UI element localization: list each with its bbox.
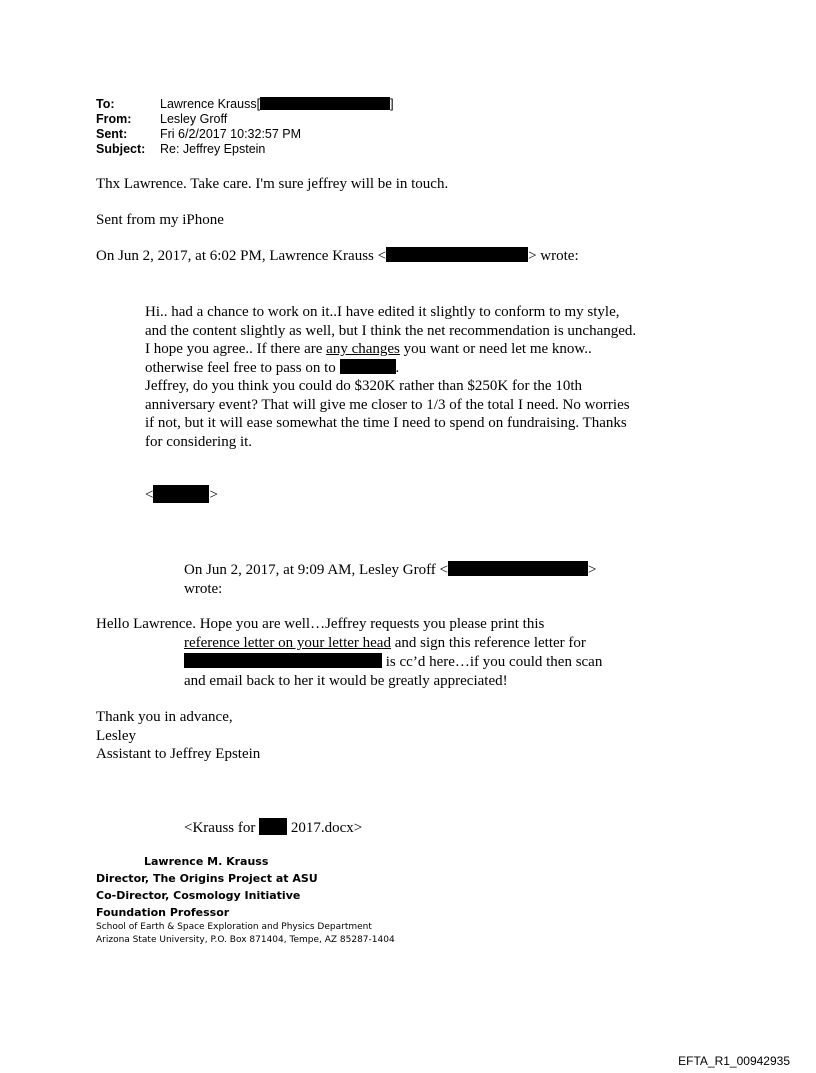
- text: <Krauss for: [184, 820, 260, 836]
- text: On Jun 2, 2017, at 9:09 AM, Lesley Groff <: [184, 562, 448, 578]
- message-line: [145, 340, 636, 359]
- email-header: [96, 97, 394, 157]
- signature-block: [96, 853, 395, 947]
- signature-title: Director, The Origins Project at ASU: [96, 872, 318, 885]
- krauss-message: [145, 303, 636, 451]
- groff-message-line-3: [184, 653, 602, 672]
- quote-intro-text: On Jun 2, 2017, at 6:02 PM, Lawrence Krauss <: [96, 248, 387, 264]
- text: <: [145, 487, 154, 503]
- reply-line-1: Thx Lawrence. Take care. I'm sure jeffrey will be in touch.: [96, 176, 449, 192]
- text: otherwise feel free to pass on to: [145, 359, 340, 376]
- groff-closing: [96, 708, 260, 764]
- subject-value: Re: Jeffrey Epstein: [160, 142, 266, 156]
- to-label: To:: [96, 97, 115, 111]
- message-line: Hi.. had a chance to work on it..I have edited it slightly to conform to my style,: [145, 304, 620, 320]
- text: Lesley: [96, 727, 136, 744]
- message-line: and the content slightly as well, but I think the net recommendation is unchanged.: [145, 322, 637, 339]
- text: >: [209, 487, 218, 503]
- text: you want or need let me know..: [399, 341, 592, 357]
- underlined-text: any changes: [326, 341, 400, 357]
- underlined-text: reference letter on your letter head: [184, 635, 391, 651]
- text: wrote:: [184, 580, 223, 597]
- groff-message-line-1: Hello Lawrence. Hope you are well…Jeffrey requests you please print this: [96, 616, 545, 632]
- redaction-block: [153, 485, 209, 503]
- from-label: From:: [96, 112, 132, 126]
- text: Thank you in advance,: [96, 709, 233, 725]
- sent-row: [96, 127, 394, 142]
- to-row: [96, 97, 394, 112]
- groff-message-line-4: and email back to her it would be greatly appreciated!: [184, 673, 508, 689]
- message-line: Jeffrey, do you think you could do $320K rather than $250K for the 10th: [145, 378, 582, 394]
- signature-title: Co-Director, Cosmology Initiative: [96, 889, 301, 902]
- text: Assistant to Jeffrey Epstein: [96, 746, 261, 762]
- message-line: for considering it.: [145, 433, 253, 450]
- quote-intro-wrote: > wrote:: [528, 248, 579, 264]
- redaction-block: [386, 247, 528, 262]
- text: and sign this reference letter for: [390, 635, 586, 651]
- signature-department: School of Earth & Space Exploration and Physics Department: [96, 922, 372, 932]
- redaction-block: [259, 818, 287, 835]
- signature-address: Arizona State University, P.O. Box 871404, Tempe, AZ 85287-1404: [96, 935, 395, 945]
- to-close: ]: [390, 97, 394, 111]
- redaction-block: [184, 653, 382, 668]
- signature-name: Lawrence M. Krauss: [144, 855, 269, 868]
- text: is cc’d here…if you could then scan: [382, 654, 603, 670]
- from-value: Lesley Groff: [160, 112, 228, 126]
- redaction-block: [340, 359, 396, 374]
- message-line: anniversary event? That will give me closer to 1/3 of the total I need. No worries: [145, 396, 630, 413]
- sent-value: Fri 6/2/2017 10:32:57 PM: [160, 127, 302, 141]
- text: 2017.docx>: [287, 820, 363, 836]
- signature-title: Foundation Professor: [96, 906, 230, 919]
- to-value: Lawrence Krauss[: [160, 97, 261, 111]
- text: I hope you agree.. If there are: [145, 341, 327, 357]
- from-row: [96, 112, 394, 127]
- redaction-block: [448, 561, 588, 576]
- document-id: EFTA_R1_00942935: [678, 1054, 790, 1068]
- reply-line-2: Sent from my iPhone: [96, 212, 224, 228]
- sent-label: Sent:: [96, 127, 128, 141]
- groff-message-line-2: [184, 634, 586, 653]
- text: .: [395, 359, 400, 376]
- quote-intro: [96, 247, 579, 266]
- attachment-name: [184, 818, 362, 838]
- subject-label: Subject:: [96, 142, 146, 156]
- redacted-bracket: [145, 485, 218, 505]
- message-line: if not, but it will ease somewhat the time I need to spend on fundraising. Thanks: [145, 415, 627, 431]
- groff-quote-intro: [184, 561, 596, 598]
- subject-row: [96, 142, 394, 157]
- redaction-block: [260, 97, 390, 110]
- message-line: [145, 359, 636, 378]
- text: >: [588, 562, 597, 578]
